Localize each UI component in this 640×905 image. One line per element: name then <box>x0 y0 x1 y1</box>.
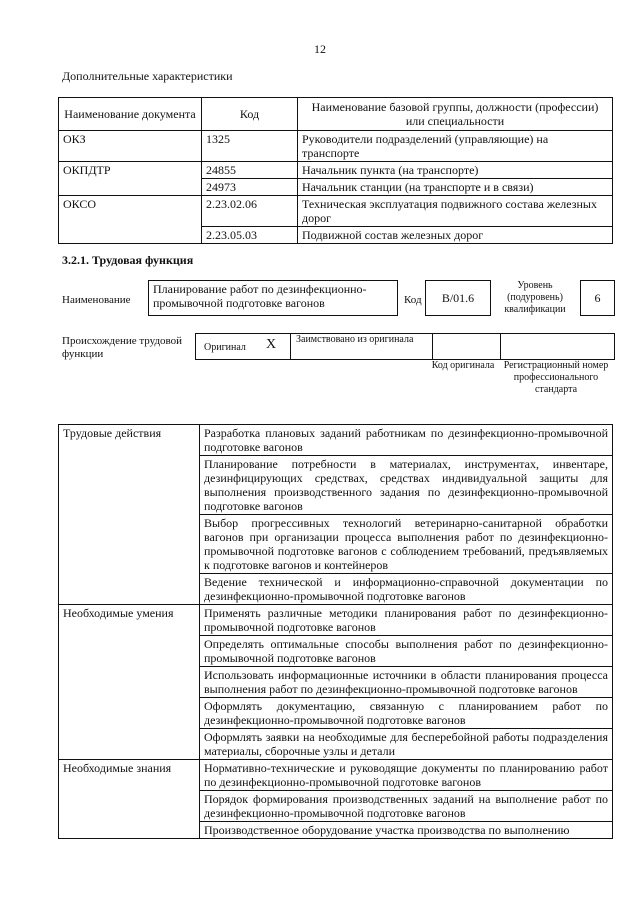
list-item: Использовать информационные источники в области планирования процесса выполнения работ по дезинфекционно-промывочной подготовке вагонов <box>200 667 613 698</box>
divider <box>432 334 433 359</box>
row-code: 2.23.05.03 <box>202 227 298 244</box>
table-row <box>59 162 613 179</box>
additional-characteristics-title: Дополнительные характеристики <box>62 69 233 83</box>
list-item: Планирование потребности в материалах, инструментах, инвентаре, дезинфицирующих средствах, средствах индивидуальной защиты для выполнения производственного задания по дезинфекционно-промывочной подготовке вагонов <box>200 456 613 515</box>
original-mark: X <box>266 337 277 352</box>
row-code: 24855 <box>202 162 298 179</box>
header-document: Наименование документа <box>59 98 202 131</box>
table-row <box>59 131 613 162</box>
list-item: Определять оптимальные способы выполнения работ по дезинфекционно-промывочной подготовке вагонов <box>200 636 613 667</box>
page-number: 12 <box>314 42 326 56</box>
list-item: Разработка плановых заданий работникам по дезинфекционно-промывочной подготовке вагонов <box>200 425 613 456</box>
row-doc: ОКЗ <box>59 131 202 162</box>
list-item: Оформлять документацию, связанную с планированием работ по дезинфекционно-промывочной подготовке вагонов <box>200 698 613 729</box>
group-title-actions: Трудовые действия <box>59 425 200 605</box>
row-code: 2.23.02.06 <box>202 196 298 227</box>
table-row <box>59 605 613 636</box>
function-code-box: В/01.6 <box>425 280 491 316</box>
row-name: Руководители подразделений (управляющие) на транспорте <box>298 131 613 162</box>
list-item: Выбор прогрессивных технологий ветеринарно-санитарной обработки вагонов при организации процесса выполнения работ по дезинфекционно-промывочной подготовке вагонов с соблюдением требований, предъявляемых к подготовке вагонов и контейнеров <box>200 515 613 574</box>
divider <box>500 334 501 359</box>
list-item: Нормативно-технические и руководящие документы по планированию работ по дезинфекционно-промывочной подготовке вагонов <box>200 760 613 791</box>
row-name: Начальник пункта (на транспорте) <box>298 162 613 179</box>
row-name: Подвижной состав железных дорог <box>298 227 613 244</box>
level-box: 6 <box>580 280 615 316</box>
list-item: Порядок формирования производственных заданий на выполнение работ по дезинфекционно-промывочной подготовке вагонов <box>200 791 613 822</box>
labor-function-table <box>58 424 613 839</box>
row-code: 1325 <box>202 131 298 162</box>
additional-characteristics-table <box>58 97 613 244</box>
row-doc: ОКСО <box>59 196 202 244</box>
group-title-skills: Необходимые умения <box>59 605 200 760</box>
header-group-name: Наименование базовой группы, должности (профессии) или специальности <box>298 98 613 131</box>
origin-label: Происхождение трудовой функции <box>62 335 183 360</box>
row-doc: ОКПДТР <box>59 162 202 196</box>
reg-number-caption: Регистрационный номер профессионального стандарта <box>503 360 609 395</box>
group-title-knowledge: Необходимые знания <box>59 760 200 839</box>
header-code: Код <box>202 98 298 131</box>
row-code: 24973 <box>202 179 298 196</box>
origin-box <box>195 333 615 360</box>
code-label: Код <box>404 294 422 306</box>
list-item: Ведение технической и информационно-справочной документации по дезинфекционно-промывочной подготовке вагонов <box>200 574 613 605</box>
row-name: Начальник станции (на транспорте и в связи) <box>298 179 613 196</box>
original-label: Оригинал <box>204 342 246 353</box>
table-header-row <box>59 98 613 131</box>
list-item: Применять различные методики планирования работ по дезинфекционно-промывочной подготовке вагонов <box>200 605 613 636</box>
borrowed-label: Заимствовано из оригинала <box>296 334 414 345</box>
list-item: Производственное оборудование участка производства по выполнению <box>200 822 613 839</box>
row-name: Техническая эксплуатация подвижного состава железных дорог <box>298 196 613 227</box>
name-label: Наименование <box>62 294 131 306</box>
table-row <box>59 196 613 227</box>
function-name-box: Планирование работ по дезинфекционно-промывочной подготовке вагонов <box>148 280 398 316</box>
list-item: Оформлять заявки на необходимые для бесперебойной работы подразделения материалы, сборочные узлы и детали <box>200 729 613 760</box>
level-label: Уровень (подуровень) квалификации <box>504 280 566 315</box>
table-row <box>59 425 613 456</box>
origin-code-caption: Код оригинала <box>431 360 495 371</box>
divider <box>290 334 291 359</box>
section-title: 3.2.1. Трудовая функция <box>62 253 194 267</box>
table-row <box>59 760 613 791</box>
